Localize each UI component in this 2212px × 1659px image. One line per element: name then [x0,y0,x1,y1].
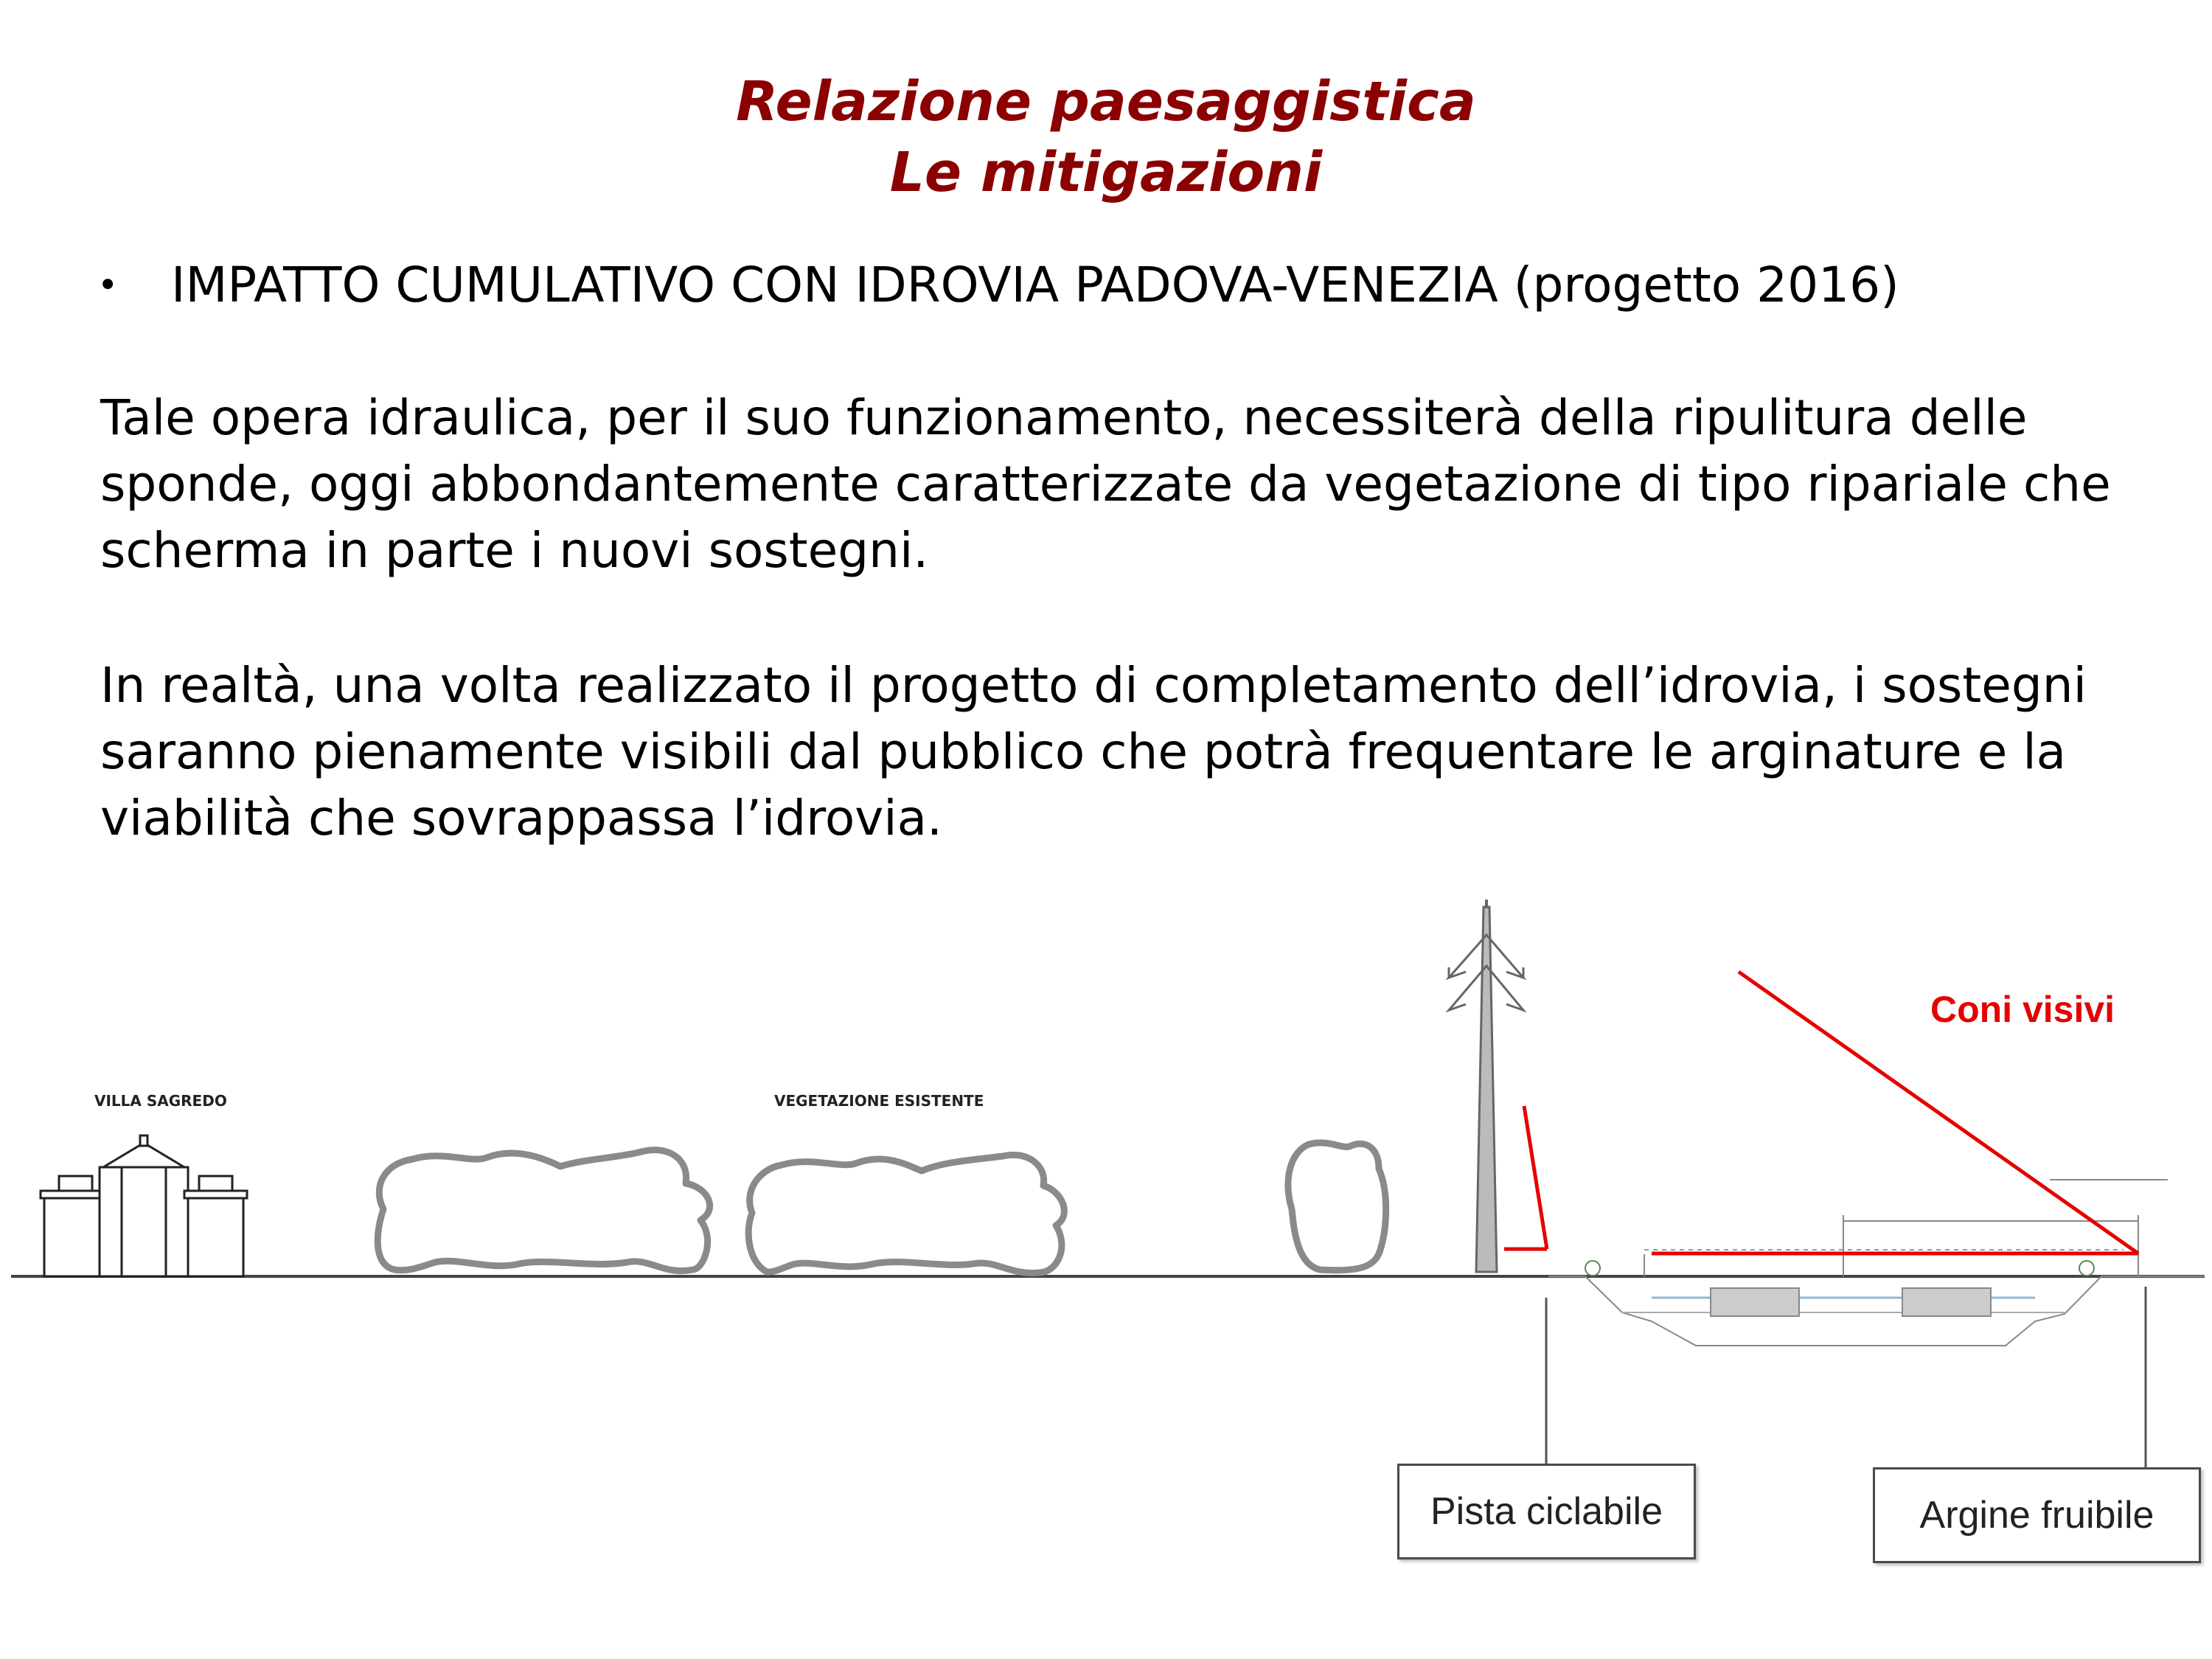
callout-bike-path: Pista ciclabile [1397,1464,1696,1559]
slide-title: Relazione paesaggistica [736,70,1476,133]
paragraph-visibility: In realtà, una volta realizzato il progetto di completamento dell’idrovia, i sostegni saranno pienamente visibili dal pubblico che potrà frequentare le arginature e la viabilità che sovrappassa l’idrovia. [100,657,2087,846]
tree-shape [1288,1143,1386,1270]
power-pylon-drawing [1449,900,1523,1272]
bullet-text: IMPATTO CUMULATIVO CON IDROVIA PADOVA-VENEZIA (progetto 2016) [171,257,1899,313]
vegetation-shape [378,1150,709,1271]
vegetation-shape [748,1155,1064,1273]
villa-sagredo-drawing [41,1135,247,1276]
vegetation-label: VEGETAZIONE ESISTENTE [774,1092,984,1110]
bullet-icon: • [97,265,119,306]
canal-section-drawing [1548,1180,2205,1346]
view-cones-label: Coni visivi [1930,989,2115,1030]
slide-subtitle: Le mitigazioni [889,141,1323,204]
callout-embankment: Argine fruibile [1873,1467,2201,1563]
bullet-item [97,252,1899,319]
paragraph-riparian-vegetation: Tale opera idraulica, per il suo funzionamento, necessiterà della ripulitura delle sponde, oggi abbondantemente caratterizzate da vegetazione di tipo ripariale che scherma in parte i nuovi sostegni. [100,389,2111,579]
villa-label: VILLA SAGREDO [94,1092,227,1110]
